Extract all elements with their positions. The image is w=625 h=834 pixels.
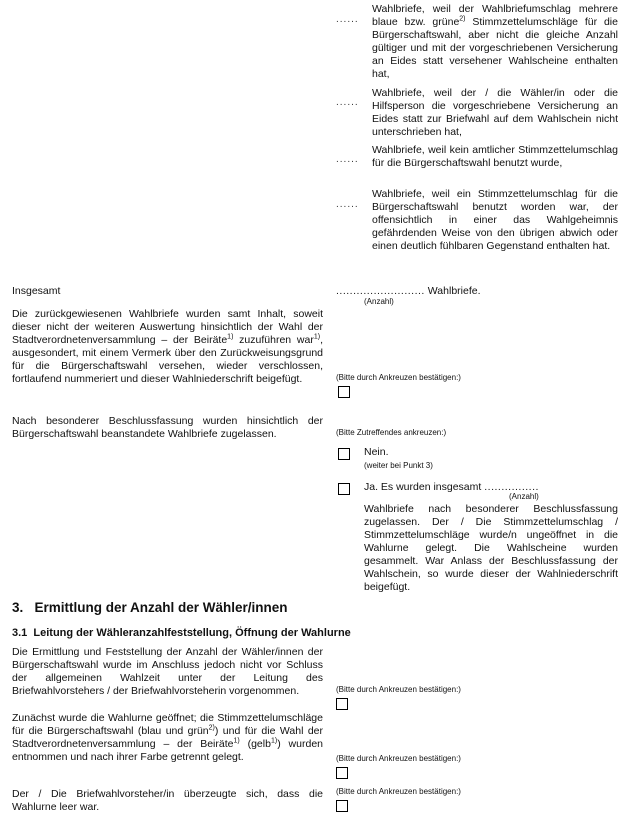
p1-confirm-checkbox[interactable]	[336, 698, 348, 710]
p2-confirm-checkbox[interactable]	[336, 767, 348, 779]
section-3-p2: Zunächst wurde die Wahlurne geöffnet; die Stimmzettelumschläge für die Bürgerschaftswahl (blau und grün$^{2)}$) und für die Wahl der Stadtverordnetenversammlung – der Beiräte$^{1)}$ (gelb$^{1)}$) wurden entnommen und nach ihrer Farbe getrennt gelegt.	[12, 712, 324, 763]
rejected-paragraph: Die zurückgewiesenen Wahlbriefe wurden samt Inhalt, soweit dieser nicht der weiteren Auswertung hinsichtlich der Wahl der Stadtverordnetenversammlung – der Beiräte$^{1)}$ zuzuführen war$^{1)}$, ausgesondert, mit einem Vermerk über den Zurückweisungsgrund für die Bürgerschaftswahl versehen, wieder verschlossen, fortlaufend nummeriert und dieser Wahlniederschrift beigefügt.	[12, 308, 323, 385]
reason-2-count: ......	[336, 97, 359, 108]
total-suffix: Wahlbriefe.	[427, 285, 481, 297]
section-3-p1: Die Ermittlung und Feststellung der Anzahl der Wähler/innen der Bürgerschaftswahl wurde im Anschluss jedoch nicht vor Schluss der allgemeinen Wahlzeit unter der Leitung des Briefwahlvorstehers / der Briefwahlvorsteherin vorgenommen.	[12, 646, 323, 697]
reason-2-text: Wahlbriefe, weil der / die Wähler/in oder die Hilfsperson die vorgeschriebene Versicherung an Eides statt zur Briefwahl auf dem Wahlschein nicht unterschrieben hat,	[372, 87, 618, 138]
section-3-1-heading: 3.1 Leitung der Wähleranzahlfeststellung, Öffnung der Wahlurne	[12, 627, 351, 639]
nein-label: Nein.	[364, 446, 389, 458]
section-3-p3: Der / Die Briefwahlvorsteher/in überzeugte sich, dass die Wahlurne leer war.	[12, 788, 323, 813]
objected-paragraph: Nach besonderer Beschlussfassung wurden hinsichtlich der Bürgerschaftswahl beanstandete Wahlbriefe zugelassen.	[12, 415, 323, 440]
reason-3-text: Wahlbriefe, weil kein amtlicher Stimmzettelumschlag für die Bürgerschaftswahl benutzt wurde,	[372, 144, 618, 169]
total-dots: ..........................	[336, 285, 425, 297]
ja-anzahl-label: (Anzahl)	[509, 492, 539, 501]
p3-confirm-label: (Bitte durch Ankreuzen bestätigen:)	[336, 787, 461, 796]
p1-confirm-label: (Bitte durch Ankreuzen bestätigen:)	[336, 685, 461, 694]
ja-paragraph: Wahlbriefe nach besonderer Beschlussfassung zugelassen. Der / Die Stimmzettelumschlag / Stimmzettelumschläge wurde/n ungeöffnet in die Wahlurne gelegt. Die Wahlscheine wurden gesammelt. War Anlass der Beschlussfassung der Wahlschein, so wurde dieser der Wahlniederschrift beigefügt.	[364, 503, 618, 593]
total-anzahl-label: (Anzahl)	[364, 297, 394, 306]
p2-confirm-label: (Bitte durch Ankreuzen bestätigen:)	[336, 754, 461, 763]
p3-confirm-checkbox[interactable]	[336, 800, 348, 812]
ja-count-field[interactable]: ................	[484, 481, 539, 493]
total-count-field[interactable]	[336, 285, 481, 298]
reason-3-count: ......	[336, 154, 359, 165]
reason-1-text: Wahlbriefe, weil der Wahlbriefumschlag mehrere blaue bzw. grüne$^{2)}$ Stimmzettelumschläge für die Bürgerschaftswahl, aber nicht die gleiche Anzahl gültiger und mit der vorgeschriebenen Versicherung an Eides statt versehener Wahlscheine enthalten hat,	[372, 3, 618, 80]
nein-checkbox[interactable]	[338, 448, 350, 460]
reason-1-count: ......	[336, 14, 359, 25]
total-label: Insgesamt	[12, 285, 61, 297]
objected-instruction: (Bitte Zutreffendes ankreuzen:)	[336, 428, 447, 437]
ja-label: Ja. Es wurden insgesamt	[364, 481, 482, 493]
ja-checkbox[interactable]	[338, 483, 350, 495]
nein-note: (weiter bei Punkt 3)	[364, 461, 433, 470]
reason-4-text: Wahlbriefe, weil ein Stimmzettelumschlag für die Bürgerschaftswahl benutzt worden war, der offensichtlich in einer das Wahlgeheimnis gefährdenden Weise von den übrigen abwich oder einen deutlich fühlbaren Gegenstand enthalten hat.	[372, 188, 618, 252]
rejected-confirm-checkbox[interactable]	[338, 386, 350, 398]
reason-4-count: ......	[336, 199, 359, 210]
rejected-confirm-label: (Bitte durch Ankreuzen bestätigen:)	[336, 373, 461, 382]
section-3-heading: 3. Ermittlung der Anzahl der Wähler/innen	[12, 600, 288, 615]
